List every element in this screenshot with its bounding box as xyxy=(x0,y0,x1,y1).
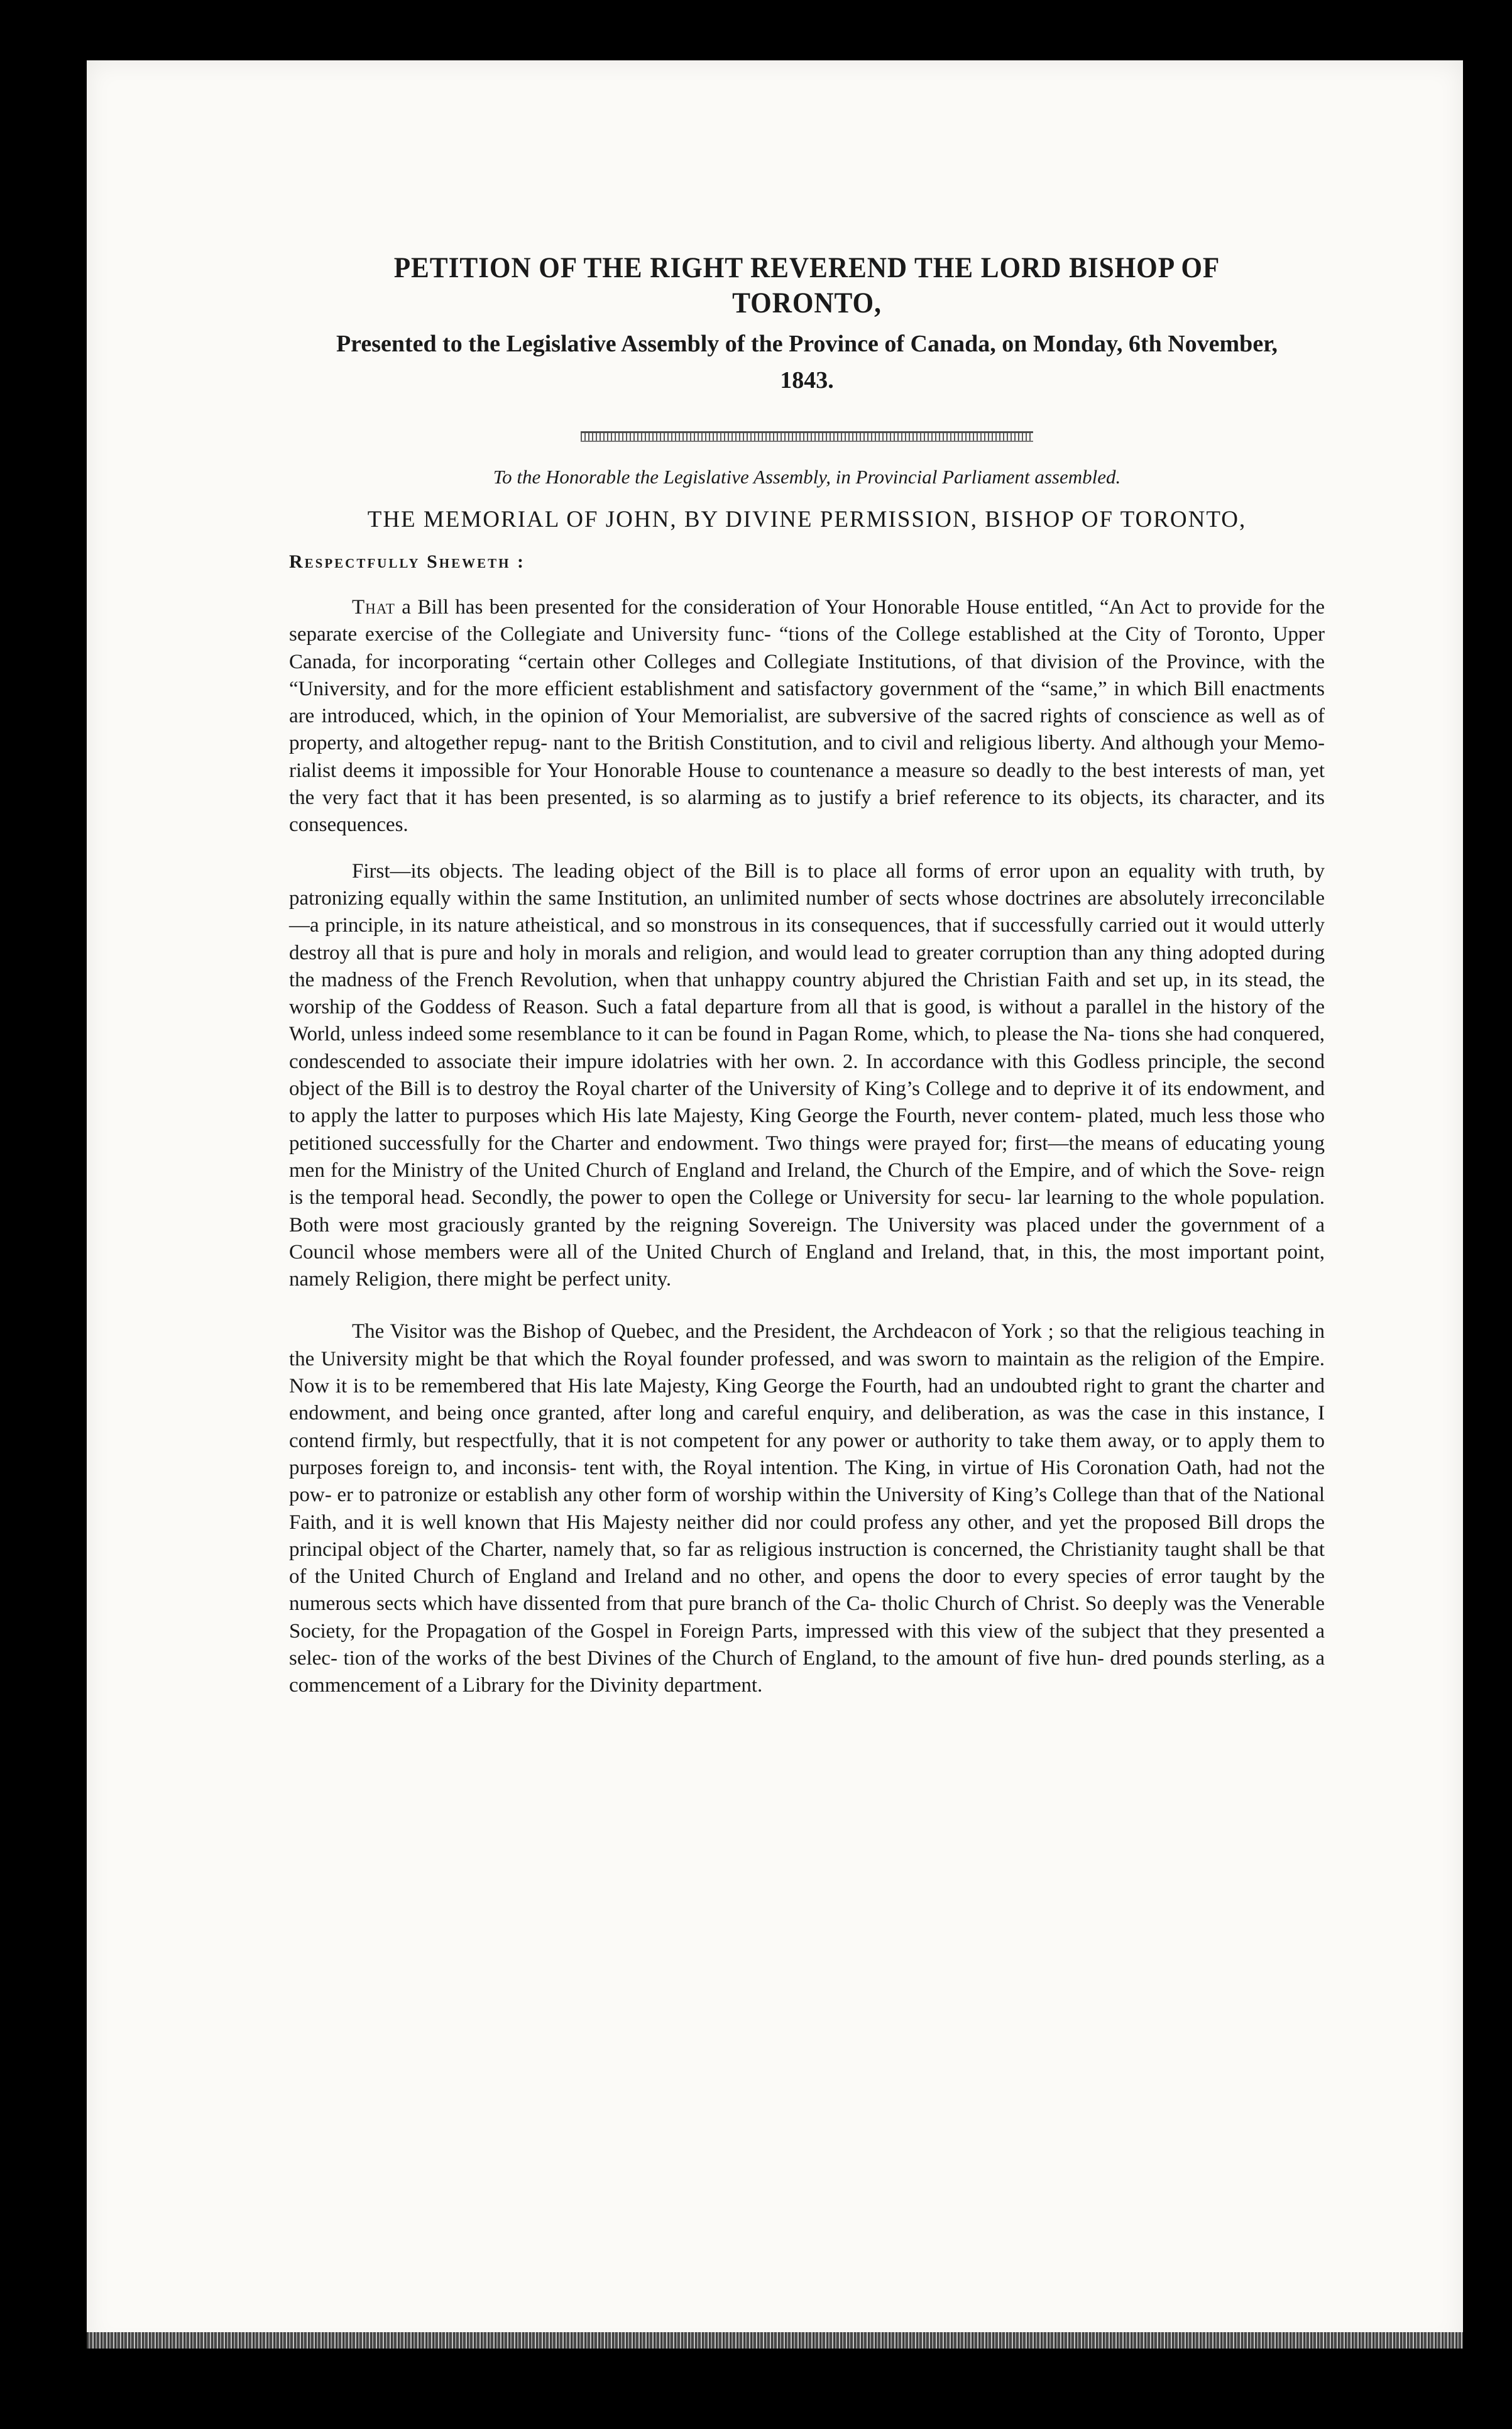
address-line: To the Honorable the Legislative Assembly, in Provincial Parliament assembled. xyxy=(493,466,1121,488)
document-subtitle: Presented to the Legislative Assembly of the Province of Canada, on Monday, 6th November, 1843. xyxy=(336,331,1278,394)
paragraph-2: First—its objects. The leading object of the Bill is to place all forms of error upon an equality with truth, by patronizing equally within the same Institution, an unlimited number of sects whose doctrines are absolutely irreconcilable—a principle, in its nature atheistical, and so monstrous in its consequences, that if successfully carried out it would utterly destroy all that is pure and holy in morals and religion, and would lead to greater corruption than any thing adopted during the madness of the French Revolution, when that unhappy country abjured the Christian Faith and set up, in its stead, the worship of the Goddess of Reason. Such a fatal departure from all that is good, is without a parallel in the history of the World, unless indeed some resemblance to it can be found in Pagan Rome, which, to please the Na- tions she had conquered, condescended to associate their impure idolatries with her own. 2. In accordance with this Godless principle, the second object of the Bill is to destroy the Royal charter of the University of King’s College and to deprive it of its endowment, and to apply the latter to purposes which His late Majesty, King George the Fourth, never contem- plated, much less those who petitioned successfully for the Charter and endowment. Two things were prayed for; first—the means of educating young men for the Ministry of the United Church of England and Ireland, the Church of the Empire, and of which the Sove- reign is the temporal head. Secondly, the power to open the College or University for secu- lar learning to the whole population. Both were most graciously granted by the reigning Sovereign. The University was placed under the government of a Council whose members were all of the United Church of England and Ireland, that, in this, the most important point, namely Religion, there might be perfect unity. xyxy=(289,859,1325,1291)
paragraph-1-text: a Bill has been presented for the consideration of Your Honorable House entitled, “An Act to provide for the separate exercise of the Collegiate and University func- “tions of the College established at the City of Toronto, Upper Canada, for incorporating “certain other Colleges and Collegiate Institutions, of that division of the Province, with the “University, and for the more efficient establishment and satisfactory government of the “same,” in which Bill enactments are introduced, which, in the opinion of Your Memorialist, are subversive of the sacred rights of conscience as well as of property, and altogether repug- nant to the British Constitution, and to civil and religious liberty. And although your Memo- rialist deems it impossible for Your Honorable House to countenance a measure so deadly to the best interests of man, yet the very fact that it has been presented, is so alarming as to justify a brief reference to its objects, its character, and its consequences. xyxy=(289,596,1325,837)
paragraph-1-lead: That xyxy=(352,596,395,619)
page-scan-edge xyxy=(87,2332,1463,2349)
paragraph-1 xyxy=(289,594,1325,839)
memorial-heading: THE MEMORIAL OF JOHN, BY DIVINE PERMISSION, BISHOP OF TORONTO, xyxy=(367,507,1247,532)
paragraph-3: The Visitor was the Bishop of Quebec, and the President, the Archdeacon of York ; so that the religious teaching in the University might be that which the Royal founder professed, and was sworn to maintain as the religion of the Empire. Now it is to be remembered that His late Majesty, King George the Fourth, had an undoubted right to grant the charter and endowment, and being once granted, after long and careful enquiry, and deliberation, as was the case in this instance, I contend firmly, but respectfully, that it is not competent for any power or authority to take them away, or to apply them to purposes foreign to, and inconsis- tent with, the Royal intention. The King, in virtue of His Coronation Oath, had not the pow- er to patronize or establish any other form of worship within the University of King’s College than that of the National Faith, and it is well known that His Majesty neither did nor could profess any other, and yet the proposed Bill drops the principal object of the Charter, namely that, so far as religious instruction is concerned, the Christianity taught shall be that of the United Church of England and Ireland and no other, and opens the door to every species of error taught by the numerous sects which have dissented from that pure branch of the Ca- tholic Church of Christ. So deeply was the Venerable Society, for the Propagation of the Gospel in Foreign Parts, impressed with this view of the subject that they presented a selec- tion of the works of the best Divines of the Church of England, to the amount of five hun- dred pounds sterling, as a commencement of a Library for the Divinity department. xyxy=(289,1320,1325,1697)
document-body xyxy=(289,250,1325,1700)
decorative-rule xyxy=(581,431,1033,442)
document-page xyxy=(87,60,1463,2349)
salutation: Respectfully Sheweth : xyxy=(289,551,525,572)
document-title: PETITION OF THE RIGHT REVEREND THE LORD BISHOP OF TORONTO, xyxy=(393,251,1220,319)
